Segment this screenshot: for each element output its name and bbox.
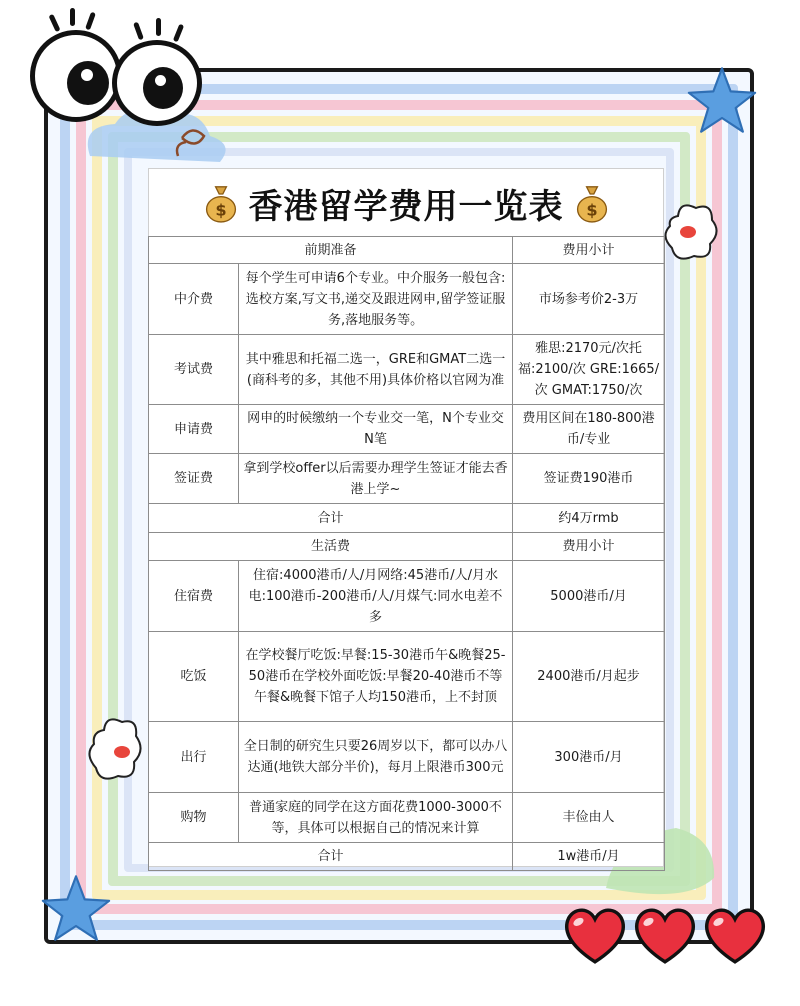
row-cost: 2400港币/月起步 [513,632,665,722]
table-row [149,454,665,504]
section2-header-right: 费用小计 [513,533,665,561]
section2-header-row [149,533,665,561]
row-label: 考试费 [149,335,239,405]
page-title-text: 香港留学费用一览表 [248,186,564,227]
row-desc: 在学校餐厅吃饭:早餐:15-30港币午&晚餐25-50港币在学校外面吃饭:早餐20-40港币不等午餐&晚餐下馆子人均150港币，上不封顶 [239,632,513,722]
row-label: 申请费 [149,405,239,454]
row-cost: 签证费190港币 [513,454,665,504]
total-value: 1w港币/月 [513,843,665,871]
flower-cloud-icon [660,196,722,268]
cost-table [148,236,665,871]
row-desc: 全日制的研究生只要26周岁以下，都可以办八达通(地铁大部分半价)，每月上限港币300元 [239,722,513,793]
table-row [149,632,665,722]
blue-star-icon [40,872,112,944]
table-row [149,793,665,843]
money-bag-icon [203,183,239,223]
row-cost: 丰俭由人 [513,793,665,843]
section1-header-left: 前期准备 [149,237,513,264]
row-cost: 市场参考价2-3万 [513,264,665,335]
svg-text:$: $ [585,200,598,220]
section2-total-row [149,843,665,871]
row-label: 出行 [149,722,239,793]
section2-header-left: 生活费 [149,533,513,561]
red-heart-icon [560,904,630,966]
red-heart-icon [630,904,700,966]
row-desc: 普通家庭的同学在这方面花费1000-3000不等，具体可以根据自己的情况来计算 [239,793,513,843]
section1-total-row [149,504,665,533]
row-cost: 5000港币/月 [513,561,665,632]
table-row [149,264,665,335]
svg-text:$: $ [214,200,227,220]
row-label: 住宿费 [149,561,239,632]
row-desc: 每个学生可申请6个专业。中介服务一般包含:选校方案,写文书,递交及跟进网申,留学签证服务,落地服务等。 [239,264,513,335]
row-desc: 其中雅思和托福二选一，GRE和GMAT二选一(商科考的多，其他不用)具体价格以官网为准 [239,335,513,405]
row-cost: 300港币/月 [513,722,665,793]
flower-cloud-icon [84,712,146,790]
row-label: 吃饭 [149,632,239,722]
blue-star-icon [686,64,758,136]
row-cost: 雅思:2170元/次托福:2100/次 GRE:1665/次 GMAT:1750/次 [513,335,665,405]
row-label: 购物 [149,793,239,843]
table-row [149,335,665,405]
table-row [149,561,665,632]
section1-header-row [149,237,665,264]
page-title [148,170,664,236]
row-label: 签证费 [149,454,239,504]
table-row [149,405,665,454]
table-row [149,722,665,793]
total-value: 约4万rmb [513,504,665,533]
row-cost: 费用区间在180-800港币/专业 [513,405,665,454]
red-heart-icon [700,904,770,966]
total-label: 合计 [149,843,513,871]
total-label: 合计 [149,504,513,533]
money-bag-icon [574,183,610,223]
section1-header-right: 费用小计 [513,237,665,264]
row-desc: 住宿:4000港币/人/月网络:45港币/人/月水电:100港币-200港币/人/月煤气:同水电差不多 [239,561,513,632]
row-desc: 拿到学校offer以后需要办理学生签证才能去香港上学~ [239,454,513,504]
row-label: 中介费 [149,264,239,335]
row-desc: 网申的时候缴纳一个专业交一笔，N个专业交N笔 [239,405,513,454]
